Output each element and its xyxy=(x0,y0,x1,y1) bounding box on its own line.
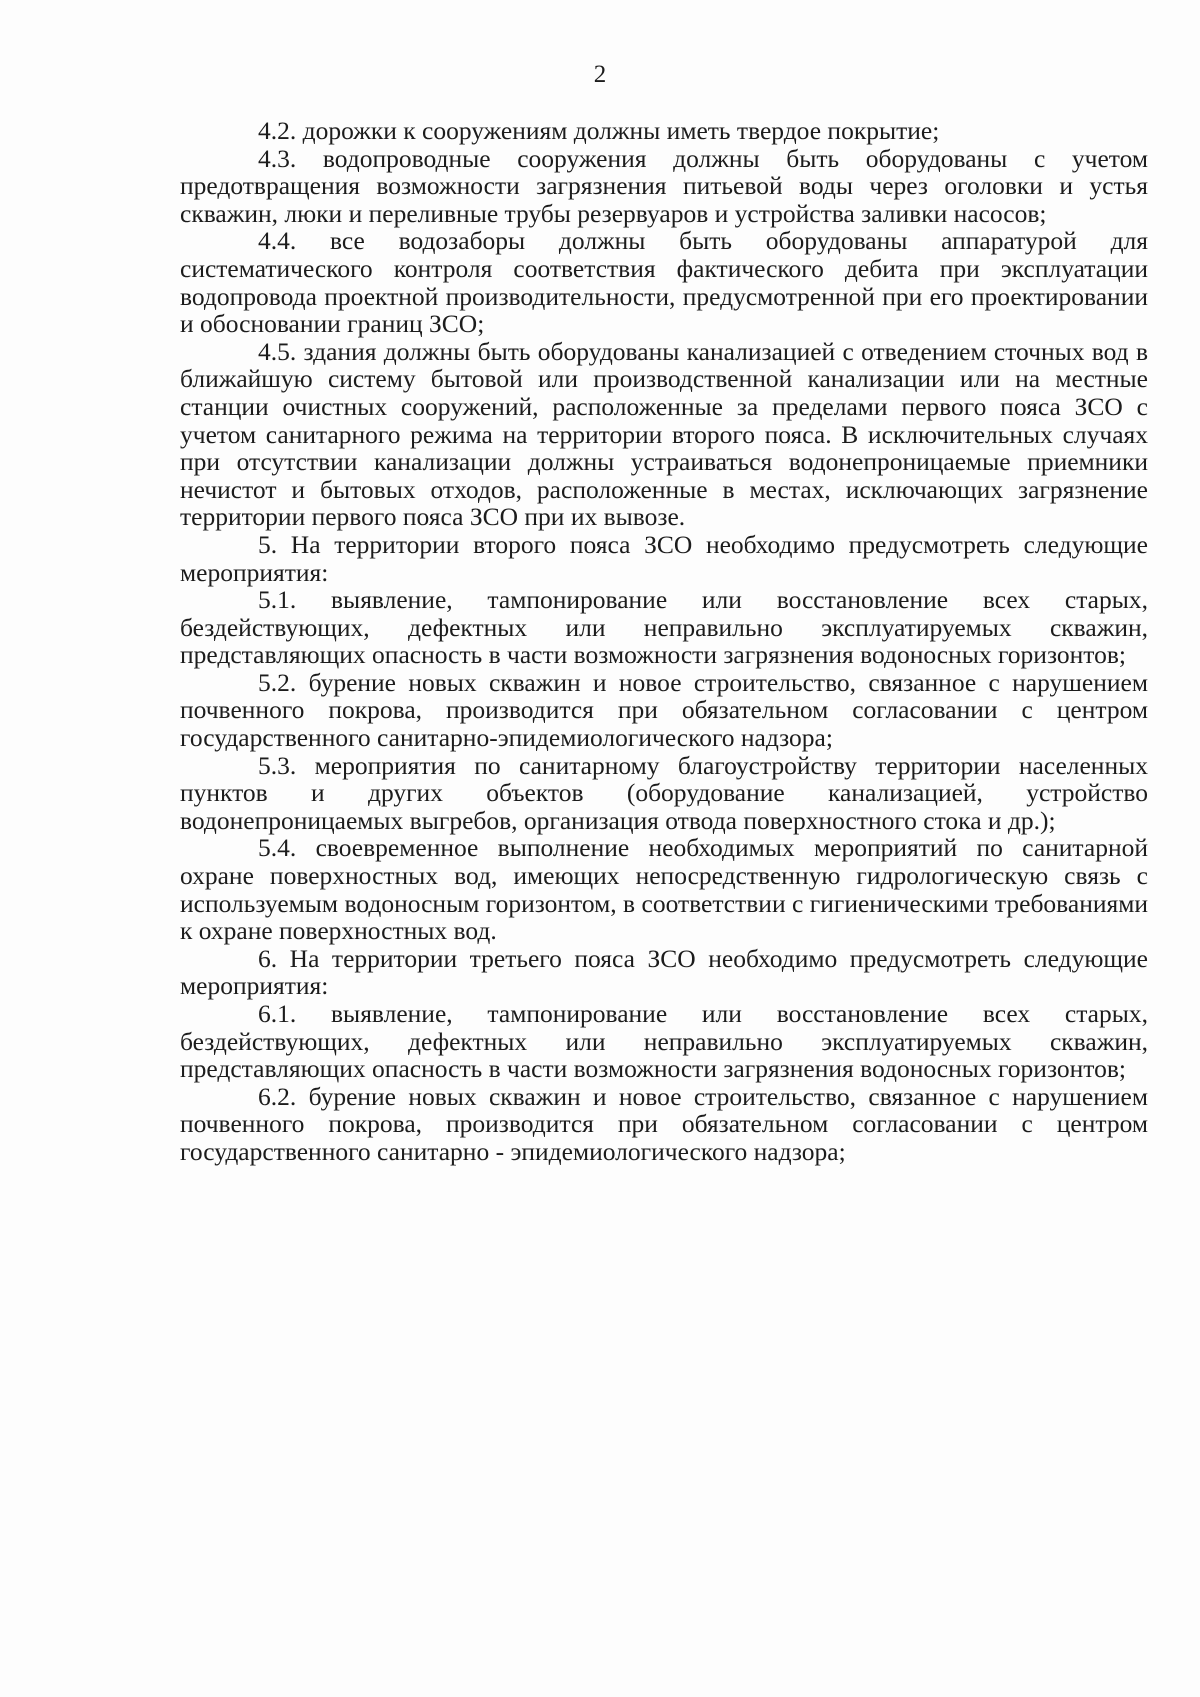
paragraph-5: 5. На территории второго пояса ЗСО необходимо предусмотреть следующие мероприятия: xyxy=(180,529,1148,587)
paragraph-4-5: 4.5. здания должны быть оборудованы канализацией с отведением сточных вод в ближайшую систему бытовой или производственной канализации или на местные станции очистных сооружений, расположенные за пределами первого пояса ЗСО с учетом санитарного режима на территории второго пояса. В исключительных случаях при отсутствии канализации должны устраиваться водонепроницаемые приемники нечистот и бытовых отходов, расположенные в местах, исключающих загрязнение территории первого пояса ЗСО при их вывозе. xyxy=(180,336,1148,532)
paragraph-6: 6. На территории третьего пояса ЗСО необходимо предусмотреть следующие мероприятия: xyxy=(180,943,1148,1001)
document-body xyxy=(180,117,1148,1166)
paragraph-5-3: 5.3. мероприятия по санитарному благоустройству территории населенных пунктов и других объектов (оборудование канализацией, устройство водонепроницаемых выгребов, организация отвода поверхностного стока и др.); xyxy=(180,750,1148,835)
paragraph-4-3: 4.3. водопроводные сооружения должны быть оборудованы с учетом предотвращения возможности загрязнения питьевой воды через оголовки и устья скважин, люки и переливные трубы резервуаров и устройства заливки насосов; xyxy=(180,143,1148,228)
page-number: 2 xyxy=(593,61,607,88)
paragraph-6-2: 6.2. бурение новых скважин и новое строительство, связанное с нарушением почвенного покрова, производится при обязательном согласовании с центром государственного санитарно - эпидемиологического надзора; xyxy=(180,1081,1148,1166)
paragraph-5-2: 5.2. бурение новых скважин и новое строительство, связанное с нарушением почвенного покрова, производится при обязательном согласовании с центром государственного санитарно-эпидемиологического надзора; xyxy=(180,667,1148,753)
paragraph-4-2: 4.2. дорожки к сооружениям должны иметь твердое покрытие; xyxy=(258,116,940,145)
paragraph-5-1: 5.1. выявление, тампонирование или восстановление всех старых, бездействующих, дефектных или неправильно эксплуатируемых скважин, представляющих опасность в части возможности загрязнения водоносных горизонтов; xyxy=(180,585,1148,670)
paragraph-5-4: 5.4. своевременное выполнение необходимых мероприятий по санитарной охране поверхностных вод, имеющих непосредственную гидрологическую связь с используемым водоносным горизонтом, в соответствии с гигиеническими требованиями к охране поверхностных вод. xyxy=(180,833,1148,946)
paragraph-6-1: 6.1. выявление, тампонирование или восстановление всех старых, бездействующих, дефектных или неправильно эксплуатируемых скважин, представляющих опасность в части возможности загрязнения водоносных горизонтов; xyxy=(180,999,1148,1084)
paragraph-4-4: 4.4. все водозаборы должны быть оборудованы аппаратурой для систематического контроля соответствия фактического дебита при эксплуатации водопровода проектной производительности, предусмотренной при его проектировании и обосновании границ ЗСО; xyxy=(180,226,1148,339)
